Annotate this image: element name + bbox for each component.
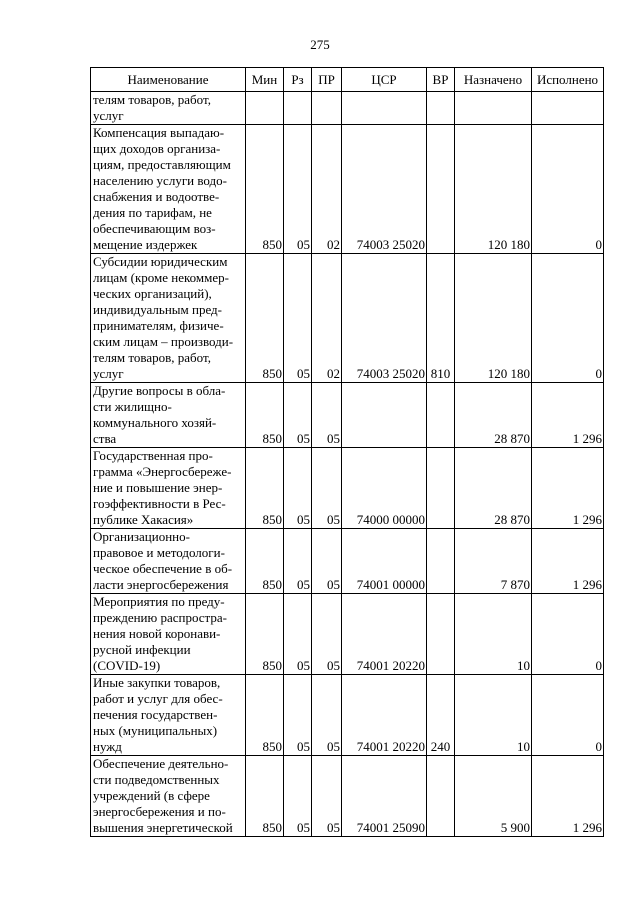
- name-line: дения по тарифам, не: [93, 205, 212, 220]
- cell-executed: [532, 92, 604, 125]
- cell-min: 850: [246, 448, 284, 529]
- name-line: вышения энергетической: [93, 820, 233, 835]
- header-executed: Исполнено: [532, 68, 604, 92]
- name-line: населению услуги водо-: [93, 173, 227, 188]
- cell-rz: 05: [284, 529, 312, 594]
- cell-name: [91, 594, 246, 675]
- cell-csr: 74001 20220: [342, 594, 427, 675]
- cell-assigned: 28 870: [455, 383, 532, 448]
- table-body: [91, 92, 604, 837]
- cell-min: [246, 92, 284, 125]
- table-row: [91, 448, 604, 529]
- cell-pr: 05: [312, 448, 342, 529]
- name-line: Субсидии юридическим: [93, 254, 228, 269]
- budget-table: [90, 67, 604, 837]
- name-line: ским лицам – производи-: [93, 334, 234, 349]
- cell-csr: 74001 00000: [342, 529, 427, 594]
- name-line: работ и услуг для обес-: [93, 691, 223, 706]
- cell-assigned: 10: [455, 675, 532, 756]
- cell-csr: [342, 92, 427, 125]
- name-line: ласти энергосбережения: [93, 577, 229, 592]
- cell-rz: 05: [284, 756, 312, 837]
- cell-vr: [427, 756, 455, 837]
- header-pr: ПР: [312, 68, 342, 92]
- cell-vr: 810: [427, 254, 455, 383]
- cell-min: 850: [246, 675, 284, 756]
- table-row: [91, 529, 604, 594]
- cell-name: [91, 448, 246, 529]
- header-vr: ВР: [427, 68, 455, 92]
- cell-executed: 1 296: [532, 448, 604, 529]
- name-line: телям товаров, работ,: [93, 92, 211, 107]
- name-line: публике Хакасия»: [93, 512, 194, 527]
- name-line: мещение издержек: [93, 237, 198, 252]
- cell-pr: 05: [312, 529, 342, 594]
- cell-assigned: [455, 92, 532, 125]
- name-line: циям, предоставляющим: [93, 157, 231, 172]
- name-line: русной инфекции: [93, 642, 191, 657]
- cell-vr: [427, 448, 455, 529]
- cell-executed: 1 296: [532, 756, 604, 837]
- name-line: Компенсация выпадаю-: [93, 125, 225, 140]
- table-row: [91, 675, 604, 756]
- cell-rz: 05: [284, 125, 312, 254]
- cell-vr: [427, 92, 455, 125]
- cell-rz: [284, 92, 312, 125]
- name-line: Государственная про-: [93, 448, 213, 463]
- header-assigned: Назначено: [455, 68, 532, 92]
- cell-assigned: 120 180: [455, 125, 532, 254]
- name-line: грамма «Энергосбереже-: [93, 464, 232, 479]
- cell-vr: [427, 594, 455, 675]
- name-line: нужд: [93, 739, 122, 754]
- name-line: сти жилищно-: [93, 399, 172, 414]
- cell-assigned: 7 870: [455, 529, 532, 594]
- cell-min: 850: [246, 529, 284, 594]
- name-line: правовое и методологи-: [93, 545, 225, 560]
- cell-executed: 0: [532, 254, 604, 383]
- cell-min: 850: [246, 594, 284, 675]
- name-line: энергосбережения и по-: [93, 804, 226, 819]
- cell-min: 850: [246, 125, 284, 254]
- cell-rz: 05: [284, 594, 312, 675]
- name-line: ческих организаций),: [93, 286, 212, 301]
- cell-csr: 74000 00000: [342, 448, 427, 529]
- table-row: [91, 92, 604, 125]
- cell-pr: 05: [312, 675, 342, 756]
- name-line: индивидуальным пред-: [93, 302, 222, 317]
- cell-pr: 05: [312, 594, 342, 675]
- name-line: Организационно-: [93, 529, 190, 544]
- name-line: ных (муниципальных): [93, 723, 218, 738]
- cell-name: [91, 383, 246, 448]
- cell-pr: [312, 92, 342, 125]
- cell-assigned: 5 900: [455, 756, 532, 837]
- cell-assigned: 120 180: [455, 254, 532, 383]
- cell-executed: 0: [532, 125, 604, 254]
- name-line: услуг: [93, 108, 124, 123]
- name-line: обеспечивающим воз-: [93, 221, 216, 236]
- cell-name: [91, 125, 246, 254]
- table-row: [91, 756, 604, 837]
- name-line: ние и повышение энер-: [93, 480, 223, 495]
- cell-name: [91, 756, 246, 837]
- name-line: гоэффективности в Рес-: [93, 496, 226, 511]
- name-line: принимателям, физиче-: [93, 318, 224, 333]
- name-line: коммунального хозяй-: [93, 415, 217, 430]
- cell-csr: 74003 25020: [342, 254, 427, 383]
- header-name: Наименование: [91, 68, 246, 92]
- name-line: ческое обеспечение в об-: [93, 561, 233, 576]
- header-csr: ЦСР: [342, 68, 427, 92]
- table-row: [91, 383, 604, 448]
- name-line: Другие вопросы в обла-: [93, 383, 226, 398]
- name-line: снабжения и водоотве-: [93, 189, 220, 204]
- table-row: [91, 254, 604, 383]
- cell-vr: [427, 125, 455, 254]
- name-line: щих доходов организа-: [93, 141, 221, 156]
- name-line: печения государствен-: [93, 707, 218, 722]
- cell-csr: 74001 20220: [342, 675, 427, 756]
- cell-rz: 05: [284, 254, 312, 383]
- name-line: преждению распростра-: [93, 610, 227, 625]
- cell-name: [91, 92, 246, 125]
- cell-pr: 02: [312, 125, 342, 254]
- cell-executed: 0: [532, 594, 604, 675]
- name-line: сти подведомственных: [93, 772, 220, 787]
- cell-vr: [427, 529, 455, 594]
- name-line: учреждений (в сфере: [93, 788, 210, 803]
- cell-assigned: 28 870: [455, 448, 532, 529]
- cell-rz: 05: [284, 383, 312, 448]
- name-line: услуг: [93, 366, 124, 381]
- page-number: 275: [310, 37, 330, 52]
- cell-min: 850: [246, 383, 284, 448]
- cell-pr: 05: [312, 383, 342, 448]
- name-line: Иные закупки товаров,: [93, 675, 221, 690]
- cell-csr: 74003 25020: [342, 125, 427, 254]
- name-line: лицам (кроме некоммер-: [93, 270, 229, 285]
- cell-min: 850: [246, 756, 284, 837]
- name-line: Обеспечение деятельно-: [93, 756, 229, 771]
- name-line: Мероприятия по преду-: [93, 594, 225, 609]
- cell-min: 850: [246, 254, 284, 383]
- header-rz: Рз: [284, 68, 312, 92]
- name-line: телям товаров, работ,: [93, 350, 211, 365]
- cell-executed: 0: [532, 675, 604, 756]
- cell-csr: 74001 25090: [342, 756, 427, 837]
- cell-vr: [427, 383, 455, 448]
- name-line: нения новой коронави-: [93, 626, 221, 641]
- cell-name: [91, 529, 246, 594]
- cell-executed: 1 296: [532, 529, 604, 594]
- header-min: Мин: [246, 68, 284, 92]
- cell-pr: 05: [312, 756, 342, 837]
- cell-csr: [342, 383, 427, 448]
- cell-vr: 240: [427, 675, 455, 756]
- table-row: [91, 125, 604, 254]
- cell-name: [91, 254, 246, 383]
- table-row: [91, 594, 604, 675]
- cell-assigned: 10: [455, 594, 532, 675]
- cell-rz: 05: [284, 675, 312, 756]
- cell-name: [91, 675, 246, 756]
- name-line: (COVID-19): [93, 658, 161, 673]
- cell-pr: 02: [312, 254, 342, 383]
- cell-executed: 1 296: [532, 383, 604, 448]
- name-line: ства: [93, 431, 117, 446]
- table-header-row: [91, 68, 604, 92]
- cell-rz: 05: [284, 448, 312, 529]
